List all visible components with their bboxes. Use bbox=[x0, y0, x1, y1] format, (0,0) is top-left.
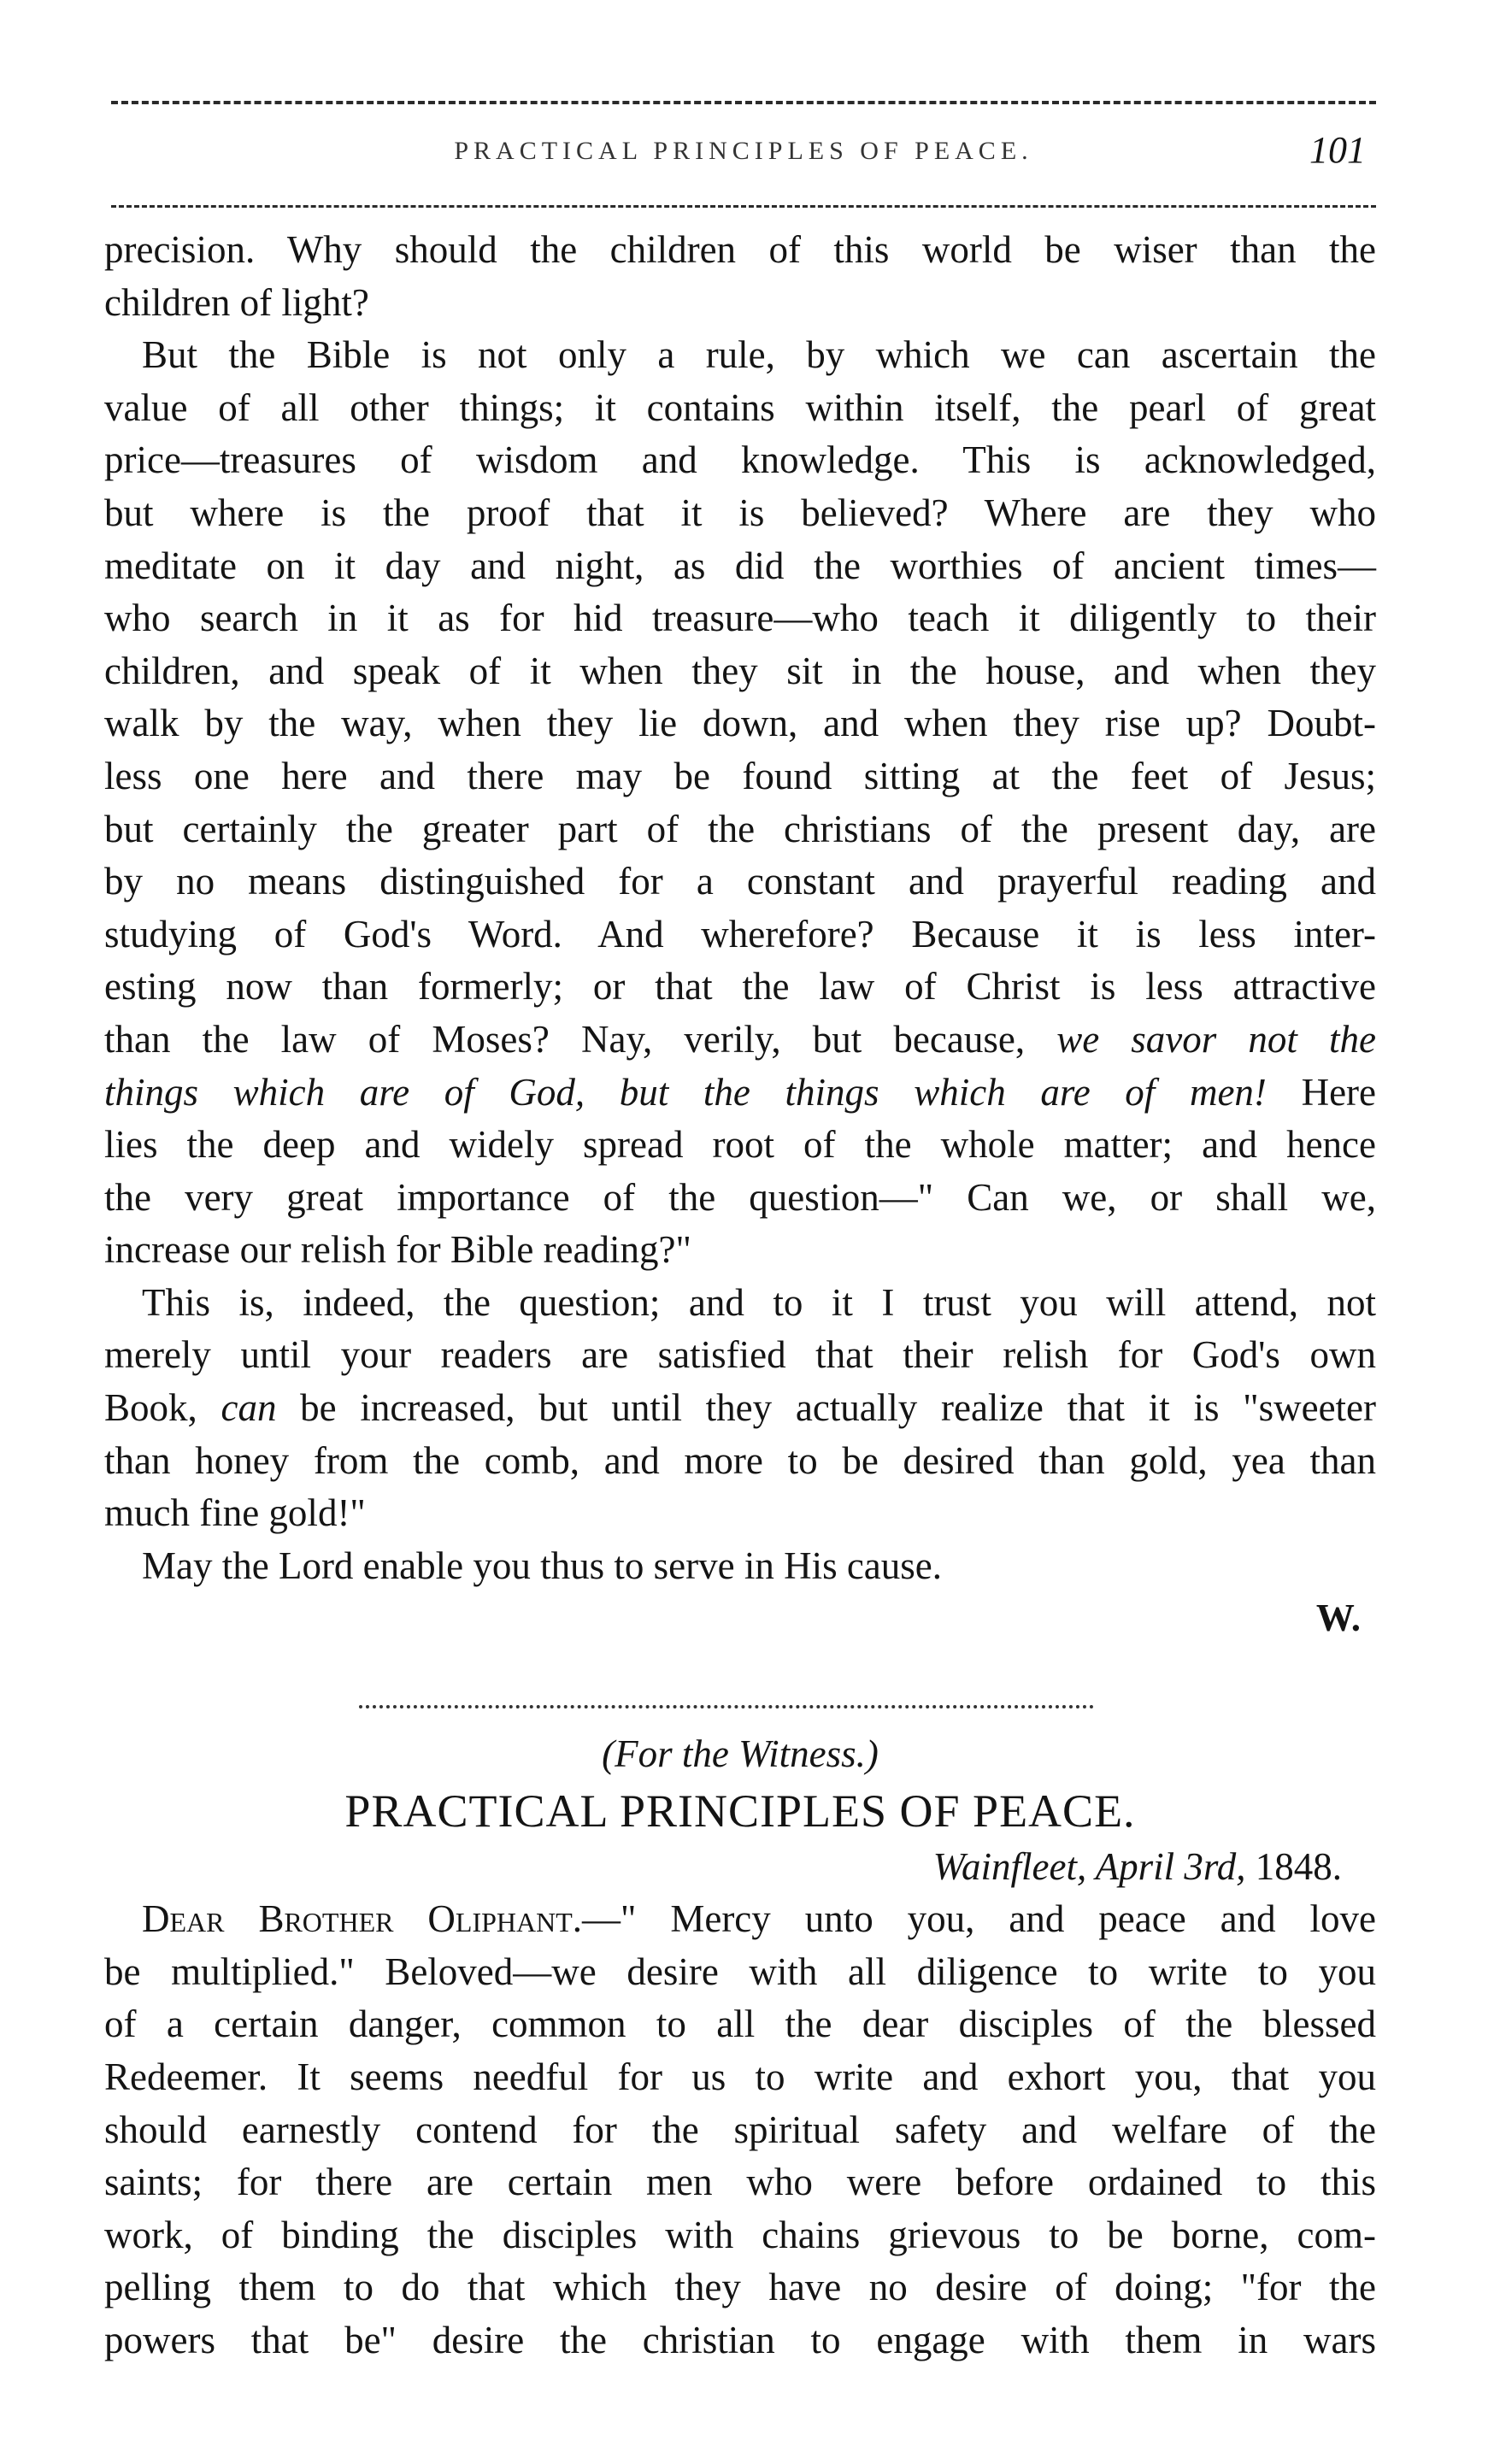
text-line: should earnestly contend for the spiritual safety and welfare of the bbox=[104, 2108, 1376, 2151]
text-line: children, and speak of it when they sit in the house, and when they bbox=[104, 649, 1376, 692]
text-line: than honey from the comb, and more to be desired than gold, yea than bbox=[104, 1438, 1376, 1482]
text-line bbox=[104, 1067, 1376, 1120]
section-separator bbox=[359, 1705, 1094, 1708]
text-line: value of all other things; it contains within itself, the pearl of great bbox=[104, 385, 1376, 429]
article bbox=[104, 1728, 1376, 2367]
text-line: saints; for there are certain men who were before ordained to this bbox=[104, 2161, 1376, 2204]
header-rule bbox=[111, 205, 1376, 208]
italic-run: can bbox=[221, 1386, 277, 1430]
text-line: May the Lord enable you thus to serve in His cause. bbox=[142, 1544, 943, 1587]
text-line: But the Bible is not only a rule, by which we can ascertain the bbox=[142, 333, 1376, 377]
text-line: merely until your readers are satisfied that their relish for God's own bbox=[104, 1333, 1376, 1377]
text-line: price—treasures of wisdom and knowledge. This is acknowledged, bbox=[104, 438, 1376, 482]
text-run: Here bbox=[1266, 1070, 1376, 1114]
signature: W. bbox=[1315, 1597, 1361, 1640]
text-line: increase our relish for Bible reading?" bbox=[104, 1228, 691, 1272]
text-line: This is, indeed, the question; and to it I trust you will attend, not bbox=[142, 1280, 1376, 1324]
text-line: who search in it as for hid treasure—who teach it diligently to their bbox=[104, 597, 1376, 640]
text-line bbox=[104, 1893, 1376, 1946]
salutation: Dear Brother Oliphant. bbox=[142, 1897, 583, 1941]
text-run: than the law of Moses? Nay, verily, but because, bbox=[104, 1017, 1057, 1061]
text-line: precision. Why should the children of this world be wiser than the bbox=[104, 228, 1376, 271]
italic-run: things which are of God, but the things which are of men! bbox=[104, 1070, 1267, 1114]
page-number: 101 bbox=[1309, 129, 1366, 171]
text-line bbox=[104, 1014, 1376, 1067]
text-line: Redeemer. It seems needful for us to write and exhort you, that you bbox=[104, 2055, 1376, 2098]
text-run: Book, bbox=[104, 1386, 221, 1430]
text-line: lies the deep and widely spread root of the whole matter; and hence bbox=[104, 1123, 1376, 1167]
letter-continuation bbox=[104, 224, 1376, 1645]
italic-run: we savor not the bbox=[1056, 1017, 1376, 1061]
text-line: much fine gold!" bbox=[104, 1491, 366, 1535]
text-line: less one here and there may be found sitting at the feet of Jesus; bbox=[104, 754, 1376, 797]
text-line: of a certain danger, common to all the dear disciples of the blessed bbox=[104, 2002, 1376, 2046]
text-line: esting now than formerly; or that the law of Christ is less attractive bbox=[104, 965, 1376, 1009]
text-run: be increased, but until they actually realize that it is "sweeter bbox=[276, 1386, 1376, 1430]
text-line: be multiplied." Beloved—we desire with all diligence to write to you bbox=[104, 1949, 1376, 1993]
text-line: children of light? bbox=[104, 280, 369, 324]
text-line: studying of God's Word. And wherefore? Because it is less inter- bbox=[104, 912, 1376, 956]
article-title: PRACTICAL PRINCIPLES OF PEACE. bbox=[344, 1785, 1136, 1837]
dateline-place: Wainfleet, April 3rd, bbox=[932, 1844, 1246, 1888]
text-line: meditate on it day and night, as did the worthies of ancient times— bbox=[104, 544, 1376, 587]
source-note: (For the Witness.) bbox=[602, 1732, 879, 1775]
running-head: PRACTICAL PRINCIPLES OF PEACE. bbox=[454, 137, 1033, 165]
text-line: by no means distinguished for a constant and prayerful reading and bbox=[104, 860, 1376, 903]
text-line: the very great importance of the question—" Can we, or shall we, bbox=[104, 1175, 1376, 1219]
text-line: but certainly the greater part of the christians of the present day, are bbox=[104, 807, 1376, 850]
text-line: walk by the way, when they lie down, and when they rise up? Doubt- bbox=[104, 702, 1376, 745]
top-dashed-rule bbox=[111, 101, 1376, 104]
text-line: work, of binding the disciples with chains grievous to be borne, com- bbox=[104, 2213, 1376, 2256]
text-line: powers that be" desire the christian to engage with them in wars bbox=[104, 2318, 1376, 2361]
dateline-year: 1848. bbox=[1245, 1844, 1342, 1888]
text-run: —" Mercy unto you, and peace and love bbox=[582, 1897, 1376, 1941]
text-line bbox=[104, 1382, 1376, 1435]
dateline bbox=[104, 1841, 1376, 1894]
text-line: pelling them to do that which they have no desire of doing; "for the bbox=[104, 2266, 1376, 2309]
text-line: but where is the proof that it is believed? Where are they who bbox=[104, 491, 1376, 534]
